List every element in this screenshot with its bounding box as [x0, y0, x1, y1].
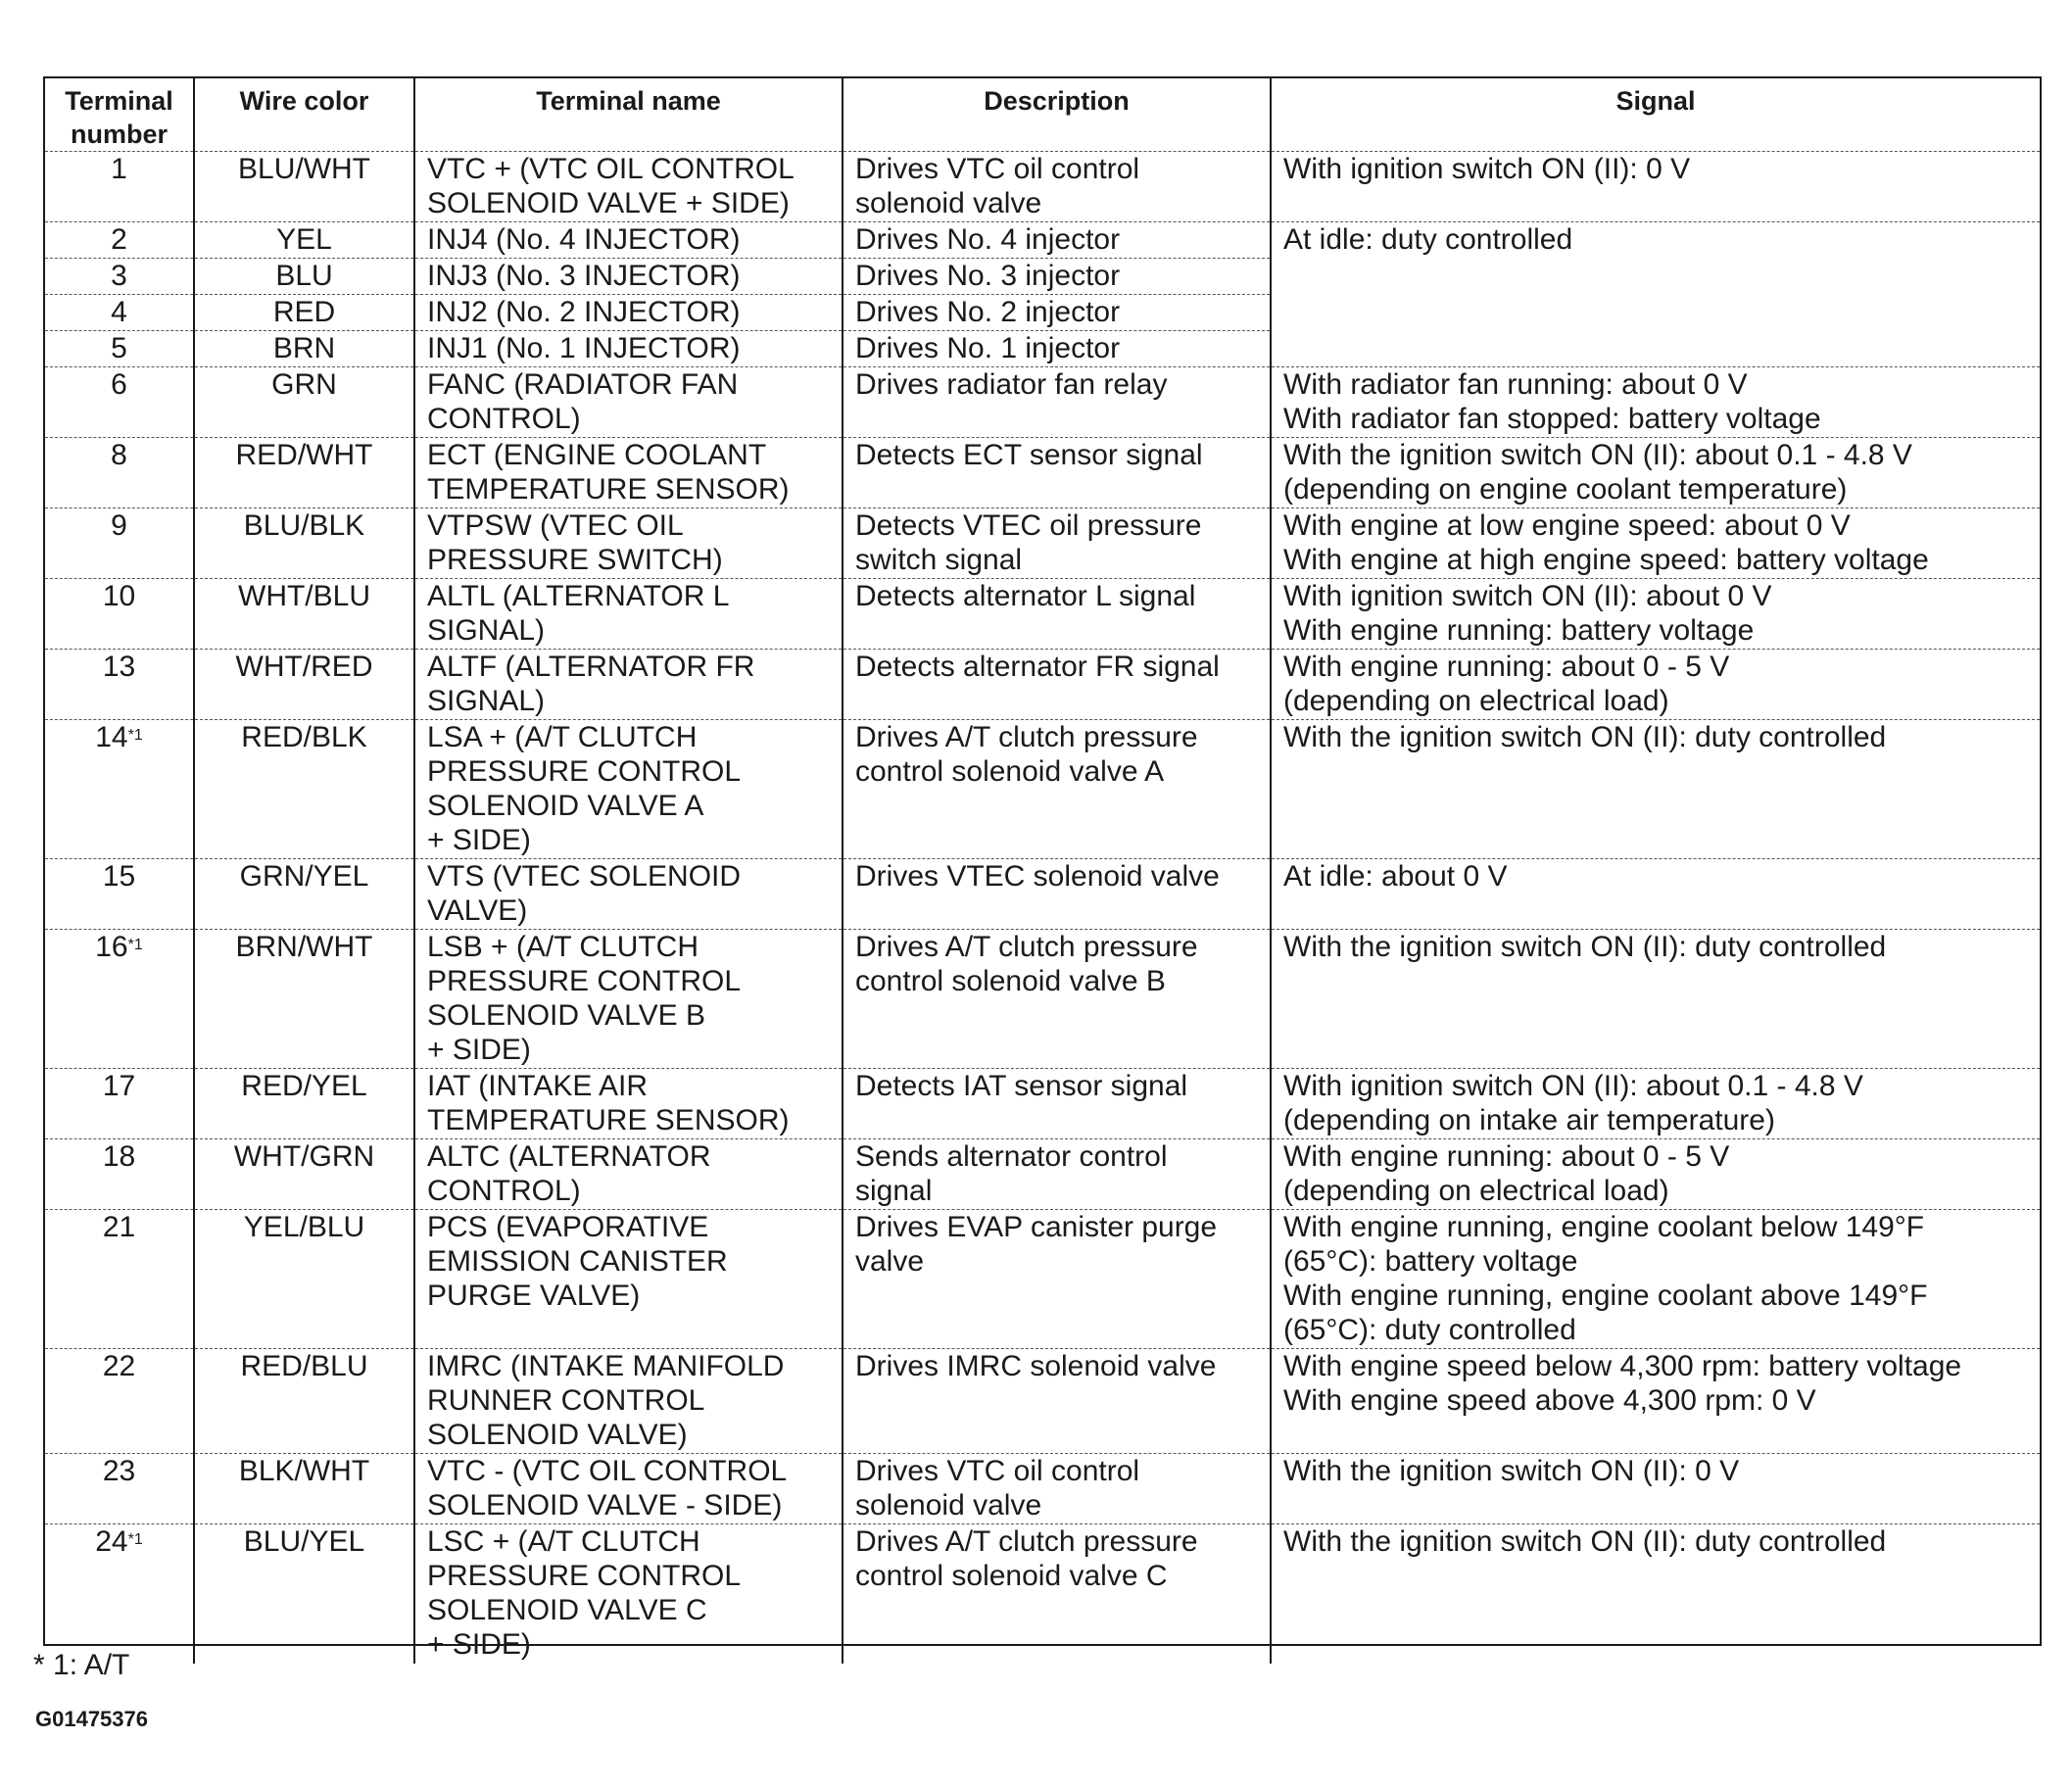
table-row: [45, 1524, 2040, 1664]
description-cell: Drives IMRC solenoid valve: [843, 1349, 1271, 1454]
wire-color-cell: RED/BLK: [194, 720, 414, 859]
description-cell: Drives A/T clutch pressure control solenoid valve B: [843, 930, 1271, 1069]
table-row: [45, 508, 2040, 579]
terminal-number-cell: [45, 367, 194, 438]
terminal-number: 6: [111, 368, 127, 401]
terminal-number-cell: [45, 331, 194, 367]
wire-color-cell: BLU/WHT: [194, 152, 414, 222]
header-terminal-name: Terminal name: [414, 78, 843, 152]
description-cell: Drives radiator fan relay: [843, 367, 1271, 438]
wire-color-cell: GRN: [194, 367, 414, 438]
terminal-number: 14: [95, 721, 128, 753]
description-cell: Detects alternator FR signal: [843, 650, 1271, 720]
terminal-number-cell: [45, 720, 194, 859]
wire-color-cell: RED/BLU: [194, 1349, 414, 1454]
wire-color-cell: BRN: [194, 331, 414, 367]
terminal-name-cell: LSC + (A/T CLUTCH PRESSURE CONTROL SOLENOID VALVE C + SIDE): [414, 1524, 843, 1664]
terminal-number: 24: [95, 1525, 128, 1558]
terminal-name-cell: ALTC (ALTERNATOR CONTROL): [414, 1139, 843, 1210]
signal-cell: With engine speed below 4,300 rpm: battery voltage With engine speed above 4,300 rpm: 0 V: [1271, 1349, 2040, 1454]
footnote-marker: *1: [127, 1531, 143, 1548]
description-cell: Drives VTEC solenoid valve: [843, 859, 1271, 930]
header-wire-color: Wire color: [194, 78, 414, 152]
wire-color-cell: RED/WHT: [194, 438, 414, 508]
description-cell: Detects VTEC oil pressure switch signal: [843, 508, 1271, 579]
terminal-number: 13: [102, 651, 136, 683]
footnote: * 1: A/T: [33, 1649, 130, 1681]
terminal-number-cell: [45, 1210, 194, 1349]
terminal-number-cell: [45, 650, 194, 720]
wire-color-cell: GRN/YEL: [194, 859, 414, 930]
terminal-number-cell: [45, 438, 194, 508]
wire-color-cell: YEL/BLU: [194, 1210, 414, 1349]
terminal-number: 18: [102, 1140, 136, 1173]
wire-color-cell: WHT/RED: [194, 650, 414, 720]
terminal-name-cell: LSB + (A/T CLUTCH PRESSURE CONTROL SOLENOID VALVE B + SIDE): [414, 930, 843, 1069]
table-row: [45, 438, 2040, 508]
terminal-table-frame: [43, 76, 2042, 1661]
terminal-number: 4: [111, 296, 127, 328]
terminal-number: 16: [95, 931, 128, 963]
description-cell: Detects IAT sensor signal: [843, 1069, 1271, 1139]
signal-cell: At idle: about 0 V: [1271, 859, 2040, 930]
terminal-number-cell: [45, 259, 194, 295]
table-row: [45, 1210, 2040, 1349]
terminal-number-cell: [45, 152, 194, 222]
description-cell: Drives A/T clutch pressure control solenoid valve A: [843, 720, 1271, 859]
terminal-name-cell: ECT (ENGINE COOLANT TEMPERATURE SENSOR): [414, 438, 843, 508]
header-terminal-number: Terminal number: [65, 86, 173, 149]
terminal-number-cell: [45, 859, 194, 930]
table-row: [45, 367, 2040, 438]
terminal-number: 21: [102, 1211, 136, 1243]
signal-cell: At idle: duty controlled: [1271, 222, 2040, 367]
table-row: [45, 152, 2040, 222]
signal-cell: With ignition switch ON (II): 0 V: [1271, 152, 2040, 222]
signal-cell: With engine running: about 0 - 5 V (depending on electrical load): [1271, 650, 2040, 720]
terminal-name-cell: IAT (INTAKE AIR TEMPERATURE SENSOR): [414, 1069, 843, 1139]
signal-cell: With engine running: about 0 - 5 V (depending on electrical load): [1271, 1139, 2040, 1210]
terminal-name-cell: ALTF (ALTERNATOR FR SIGNAL): [414, 650, 843, 720]
table-row: [45, 222, 2040, 259]
table-body: [45, 152, 2040, 1664]
terminal-name-cell: INJ2 (No. 2 INJECTOR): [414, 295, 843, 331]
table-row: [45, 1139, 2040, 1210]
table-row: [45, 1454, 2040, 1524]
table-row: [45, 859, 2040, 930]
terminal-number-cell: [45, 1349, 194, 1454]
terminal-number-cell: [45, 1524, 194, 1664]
terminal-name-cell: VTC + (VTC OIL CONTROL SOLENOID VALVE + SIDE): [414, 152, 843, 222]
terminal-name-cell: LSA + (A/T CLUTCH PRESSURE CONTROL SOLENOID VALVE A + SIDE): [414, 720, 843, 859]
terminal-name-cell: INJ1 (No. 1 INJECTOR): [414, 331, 843, 367]
terminal-name-cell: INJ4 (No. 4 INJECTOR): [414, 222, 843, 259]
header-row: [45, 78, 2040, 152]
wire-color-cell: YEL: [194, 222, 414, 259]
table-row: [45, 579, 2040, 650]
table-row: [45, 650, 2040, 720]
wire-color-cell: RED/YEL: [194, 1069, 414, 1139]
terminal-number: 8: [111, 439, 127, 471]
terminal-name-cell: PCS (EVAPORATIVE EMISSION CANISTER PURGE VALVE): [414, 1210, 843, 1349]
wire-color-cell: BLK/WHT: [194, 1454, 414, 1524]
terminal-number-cell: [45, 930, 194, 1069]
figure-id: G01475376: [35, 1707, 148, 1731]
footnote-marker: *1: [127, 727, 143, 744]
description-cell: Drives No. 2 injector: [843, 295, 1271, 331]
signal-cell: With the ignition switch ON (II): duty controlled: [1271, 1524, 2040, 1664]
wire-color-cell: WHT/BLU: [194, 579, 414, 650]
description-cell: Drives A/T clutch pressure control solenoid valve C: [843, 1524, 1271, 1664]
terminal-name-cell: VTS (VTEC SOLENOID VALVE): [414, 859, 843, 930]
terminal-number: 23: [102, 1455, 136, 1487]
terminal-number: 10: [102, 580, 136, 612]
terminal-table: [45, 78, 2040, 1664]
wire-color-cell: BLU/BLK: [194, 508, 414, 579]
header-signal: Signal: [1271, 78, 2040, 152]
signal-cell: With ignition switch ON (II): about 0.1 - 4.8 V (depending on intake air temperature): [1271, 1069, 2040, 1139]
terminal-number: 2: [111, 223, 127, 256]
wire-color-cell: WHT/GRN: [194, 1139, 414, 1210]
signal-cell: With ignition switch ON (II): about 0 V With engine running: battery voltage: [1271, 579, 2040, 650]
terminal-number: 15: [102, 860, 136, 893]
table-row: [45, 1069, 2040, 1139]
description-cell: Sends alternator control signal: [843, 1139, 1271, 1210]
signal-cell: With the ignition switch ON (II): duty controlled: [1271, 720, 2040, 859]
wire-color-cell: BLU: [194, 259, 414, 295]
signal-cell: With engine running, engine coolant below 149°F (65°C): battery voltage With engine running, engine coolant above 149°F (65°C): duty controlled: [1271, 1210, 2040, 1349]
signal-cell: With the ignition switch ON (II): duty controlled: [1271, 930, 2040, 1069]
terminal-name-cell: ALTL (ALTERNATOR L SIGNAL): [414, 579, 843, 650]
terminal-number-cell: [45, 295, 194, 331]
signal-cell: With the ignition switch ON (II): about 0.1 - 4.8 V (depending on engine coolant temperature): [1271, 438, 2040, 508]
terminal-name-cell: IMRC (INTAKE MANIFOLD RUNNER CONTROL SOLENOID VALVE): [414, 1349, 843, 1454]
terminal-number: 5: [111, 332, 127, 364]
table-row: [45, 1349, 2040, 1454]
footnote-marker: *1: [127, 937, 143, 953]
description-cell: Drives No. 3 injector: [843, 259, 1271, 295]
description-cell: Drives VTC oil control solenoid valve: [843, 152, 1271, 222]
description-cell: Drives EVAP canister purge valve: [843, 1210, 1271, 1349]
description-cell: Drives VTC oil control solenoid valve: [843, 1454, 1271, 1524]
terminal-name-cell: VTC - (VTC OIL CONTROL SOLENOID VALVE - SIDE): [414, 1454, 843, 1524]
terminal-number-cell: [45, 579, 194, 650]
terminal-number: 3: [111, 260, 127, 292]
terminal-number: 22: [102, 1350, 136, 1382]
wire-color-cell: BRN/WHT: [194, 930, 414, 1069]
signal-cell: With radiator fan running: about 0 V With radiator fan stopped: battery voltage: [1271, 367, 2040, 438]
signal-cell: With engine at low engine speed: about 0 V With engine at high engine speed: battery voltage: [1271, 508, 2040, 579]
terminal-number-cell: [45, 508, 194, 579]
terminal-number: 1: [111, 153, 127, 185]
terminal-number-cell: [45, 1139, 194, 1210]
terminal-name-cell: VTPSW (VTEC OIL PRESSURE SWITCH): [414, 508, 843, 579]
terminal-number-cell: [45, 1454, 194, 1524]
header-description: Description: [843, 78, 1271, 152]
signal-cell: With the ignition switch ON (II): 0 V: [1271, 1454, 2040, 1524]
description-cell: Drives No. 1 injector: [843, 331, 1271, 367]
terminal-name-cell: FANC (RADIATOR FAN CONTROL): [414, 367, 843, 438]
terminal-number: 17: [102, 1070, 136, 1102]
terminal-number: 9: [111, 509, 127, 542]
wire-color-cell: RED: [194, 295, 414, 331]
terminal-number-cell: [45, 222, 194, 259]
terminal-number-cell: [45, 1069, 194, 1139]
description-cell: Detects ECT sensor signal: [843, 438, 1271, 508]
table-row: [45, 720, 2040, 859]
wire-color-cell: BLU/YEL: [194, 1524, 414, 1664]
table-row: [45, 930, 2040, 1069]
description-cell: Drives No. 4 injector: [843, 222, 1271, 259]
terminal-name-cell: INJ3 (No. 3 INJECTOR): [414, 259, 843, 295]
description-cell: Detects alternator L signal: [843, 579, 1271, 650]
